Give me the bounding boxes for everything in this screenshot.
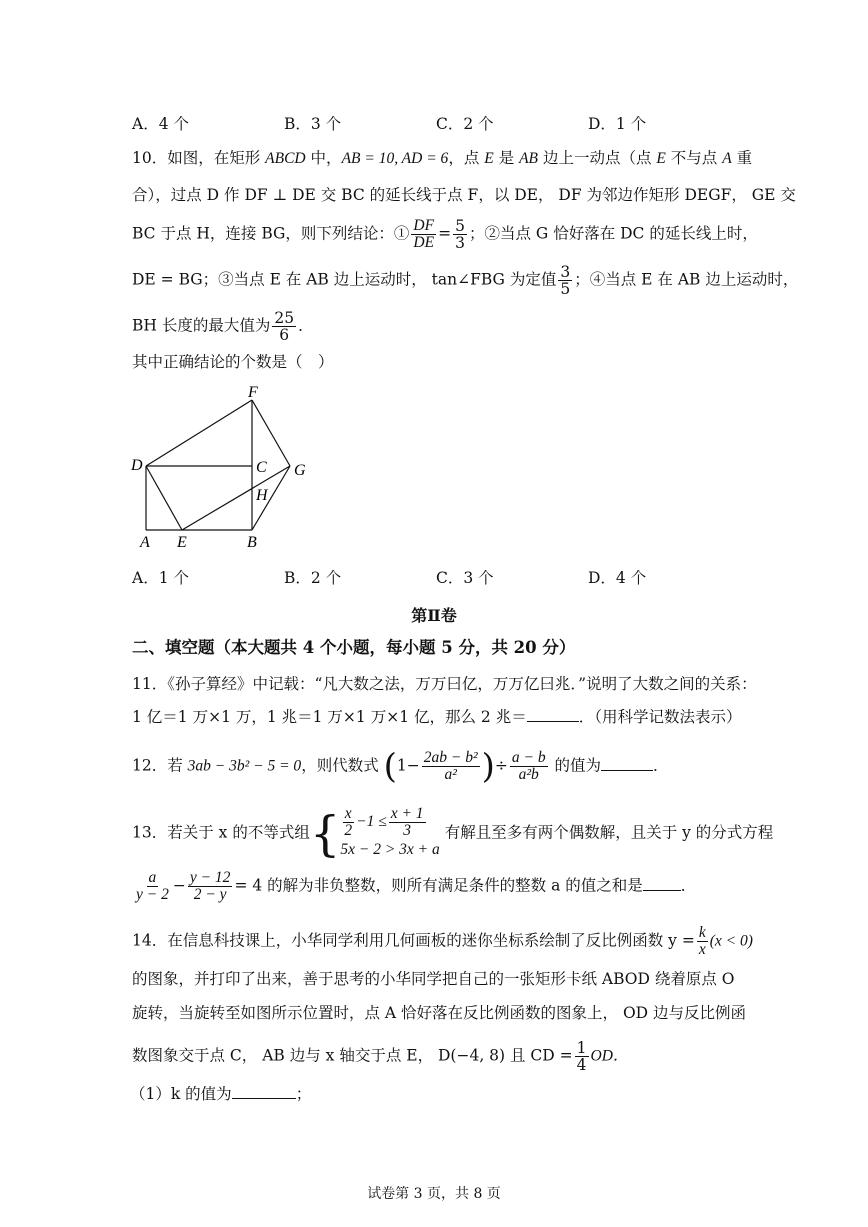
q10-line-4: DE = BG；③当点 E 在 AB 边上运动时， tan∠FBG 为定值 $\frac{3}{5}$ ；④当点 E 在 AB 边上运动时， bbox=[132, 263, 799, 298]
q14-line-3: 旋转，当旋转至如图所示位置时，点 A 恰好落在反比例函数的图象上， OD 边与反比例函 bbox=[132, 1004, 747, 1022]
q14-line-1: 14．在信息科技课上，小华同学利用几何画板的迷你坐标系绘制了反比例函数 y = $\frac{k}{x}$ (x < 0) bbox=[132, 924, 753, 958]
q14-line-2: 的图象，并打印了出来，善于思考的小华同学把自己的一张矩形卡纸 ABOD 绕着原点 O bbox=[132, 970, 735, 988]
label-c: C bbox=[256, 459, 267, 476]
q10-option-b: B．2 个 bbox=[284, 569, 342, 587]
q10-line-3: BC 于点 H，连接 BG，则下列结论：① $\frac{DF}{DE}$ = $\frac{5}{3}$ ；②当点 G 恰好落在 DC 的延长线上时， bbox=[132, 217, 758, 252]
q9-option-c: C．2 个 bbox=[436, 115, 494, 133]
q11-line-1: 11．《孙子算经》中记载：“凡大数之法，万万曰亿，万万亿曰兆．”说明了大数之间的关系： bbox=[132, 675, 757, 693]
seg-fg bbox=[252, 400, 290, 466]
q9-option-d: D．1 个 bbox=[588, 115, 647, 133]
q10-line-2: 合），过点 D 作 DF ⊥ DE 交 BC 的延长线于点 F，以 DE， DF 为邻边作矩形 DEGF， GE 交 bbox=[132, 186, 796, 204]
label-e: E bbox=[177, 534, 187, 551]
q14-sub-1: （1）k 的值为 ； bbox=[130, 1085, 312, 1103]
q10-figure bbox=[130, 382, 320, 554]
label-f: F bbox=[248, 384, 258, 401]
label-g: G bbox=[294, 462, 306, 479]
q12-line: 12．若 3ab − 3b² − 5 = 0，则代数式 (1− $\frac{\text{2ab − b²}}{\text{a²}}$ )÷ $\frac{a - b}{\text{a²b}}$ 的值为 ． bbox=[132, 746, 669, 787]
q10-line-5: BH 长度的最大值为 $\frac{25}{6}$ ． bbox=[132, 309, 314, 344]
q9-options bbox=[132, 112, 772, 134]
q13-answer-blank[interactable] bbox=[643, 890, 681, 891]
q10-option-d: D．4 个 bbox=[588, 569, 647, 587]
q11-line-2: 1 亿＝1 万×1 万，1 兆＝1 万×1 万×1 亿，那么 2 兆＝ ．（用科学记数法表示） bbox=[132, 708, 742, 726]
seg-ge bbox=[182, 466, 290, 530]
q10-line-1: 10．如图，在矩形 ABCD 中，AB = 10, AD = 6，点 E 是 AB 边上一动点（点 E 不与点 A 重 bbox=[132, 149, 753, 167]
label-a: A bbox=[140, 534, 150, 551]
page-footer: 试卷第 3 页，共 8 页 bbox=[367, 1186, 501, 1202]
q10-options bbox=[132, 566, 772, 588]
q14-sub1-answer-blank[interactable] bbox=[232, 1098, 296, 1099]
q13-line-1: 13．若关于 x 的不等式组{ $\frac{x}{2}$ −1 ≤ $\frac{x + 1}{3}$ 5x − 2 > 3x + a 有解且至多有两个偶数解，且关于 y 的分式方程 bbox=[132, 805, 774, 862]
q10-line-6: 其中正确结论的个数是（ ） bbox=[132, 353, 334, 371]
q10-option-a: A．1 个 bbox=[132, 569, 189, 587]
section-title: 第Ⅱ卷 bbox=[411, 606, 457, 625]
q11-answer-blank[interactable] bbox=[527, 721, 579, 722]
section-heading: 二、填空题（本大题共 4 个小题，每小题 5 分，共 20 分） bbox=[132, 638, 576, 657]
label-d: D bbox=[131, 457, 143, 474]
q9-option-a: A．4 个 bbox=[132, 115, 189, 133]
q14-line-4: 数图象交于点 C， AB 边与 x 轴交于点 E， D(−4, 8) 且 CD = $\frac{1}{4}$ OD． bbox=[132, 1039, 629, 1074]
q9-option-b: B．3 个 bbox=[284, 115, 342, 133]
seg-df bbox=[146, 400, 252, 466]
label-h: H bbox=[256, 487, 268, 504]
q10-option-c: C．3 个 bbox=[436, 569, 494, 587]
label-b: B bbox=[247, 534, 257, 551]
q12-answer-blank[interactable] bbox=[601, 770, 653, 771]
seg-de bbox=[146, 466, 182, 530]
q13-line-2: $\frac{a}{y - 2}$ − $\frac{y - 12}{2 - y}$ = 4 的解为非负整数，则所有满足条件的整数 a 的值之和是 ． bbox=[136, 869, 697, 903]
